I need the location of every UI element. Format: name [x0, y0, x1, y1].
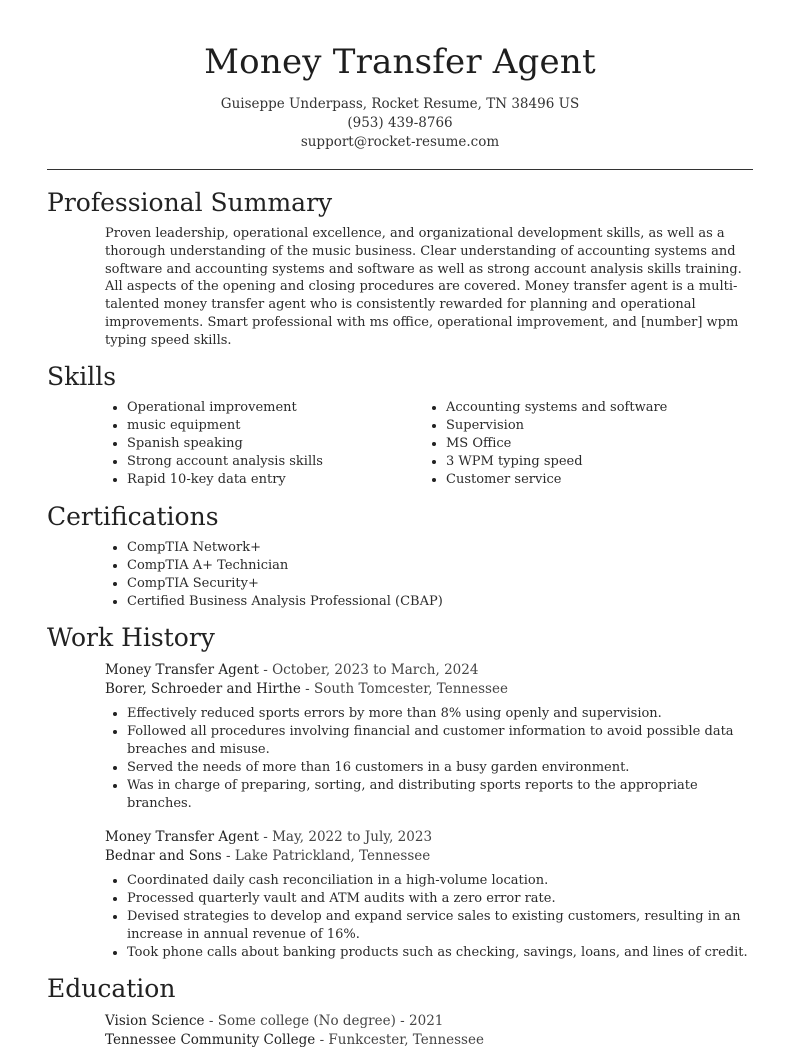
job-role: Money Transfer Agent [105, 661, 259, 678]
section-title-skills: Skills [47, 361, 117, 391]
job-bullet: Served the needs of more than 16 customers in a busy garden environment. [105, 759, 753, 777]
education-school: Tennessee Community College [105, 1031, 316, 1048]
job-location: - Lake Patrickland, Tennessee [221, 847, 431, 864]
job-entry [47, 828, 753, 962]
job-employer [105, 847, 753, 866]
job-heading [105, 661, 753, 680]
education-degree-line [105, 1012, 753, 1031]
certifications-section [47, 502, 753, 611]
skill-item: music equipment [105, 417, 424, 435]
job-bullets [105, 872, 753, 962]
section-title-summary: Professional Summary [47, 188, 333, 217]
job-employer [105, 680, 753, 699]
section-title-certifications: Certifications [47, 501, 219, 531]
job-company: Bednar and Sons [105, 847, 222, 864]
header-divider [47, 169, 753, 170]
job-heading [105, 828, 753, 847]
job-role: Money Transfer Agent [105, 828, 259, 845]
skill-item: Spanish speaking [105, 435, 424, 453]
section-title-work-history: Work History [47, 622, 215, 652]
contact-block [0, 95, 800, 152]
job-dates: - October, 2023 to March, 2024 [258, 661, 479, 678]
skill-item: Customer service [424, 471, 743, 489]
certification-item: CompTIA Network+ [105, 539, 753, 557]
skills-section [47, 362, 753, 489]
work-history-section [47, 623, 753, 962]
summary-section [47, 188, 753, 350]
contact-phone: (953) 439-8766 [347, 115, 453, 131]
section-title-education: Education [47, 973, 176, 1003]
skill-item: Strong account analysis skills [105, 453, 424, 471]
skill-item: Accounting systems and software [424, 399, 743, 417]
job-bullet: Took phone calls about banking products such as checking, savings, loans, and lines of credit. [105, 944, 753, 962]
skills-list-left [105, 399, 424, 489]
job-bullet: Processed quarterly vault and ATM audits with a zero error rate. [105, 890, 753, 908]
education-school-location: - Funkcester, Tennessee [315, 1031, 484, 1048]
education-degree: Vision Science [105, 1012, 205, 1029]
job-bullets [105, 705, 753, 813]
skill-item: 3 WPM typing speed [424, 453, 743, 471]
job-bullet: Devised strategies to develop and expand service sales to existing customers, resulting in an increase in annual revenue of 16%. [105, 908, 753, 944]
education-school-line [105, 1031, 753, 1050]
resume-name: Money Transfer Agent [204, 42, 596, 82]
skill-item: Rapid 10-key data entry [105, 471, 424, 489]
job-bullet: Coordinated daily cash reconciliation in a high-volume location. [105, 872, 753, 890]
certification-item: CompTIA A+ Technician [105, 557, 753, 575]
education-degree-detail: - Some college (No degree) - 2021 [204, 1012, 444, 1029]
certifications-list [47, 539, 753, 611]
education-entry [47, 1012, 753, 1050]
education-section [47, 974, 753, 1050]
job-entry [47, 661, 753, 813]
summary-text: Proven leadership, operational excellence, and organizational development skills, as well as a thorough understanding of the music business. Clear understanding of accounting systems and software and accounting systems and software as well as strong account analysis skills training. All aspects of the opening and closing procedures are covered. Money transfer agent is a multi-talented money transfer agent who is consistently rewarded for planning and operational improvements. Smart professional with ms office, operational improvement, and [number] wpm typing speed skills. [105, 226, 742, 348]
skill-item: MS Office [424, 435, 743, 453]
job-bullet: Followed all procedures involving financial and customer information to avoid possible data breaches and misuse. [105, 723, 753, 759]
certification-item: Certified Business Analysis Professional (CBAP) [105, 593, 753, 611]
job-dates: - May, 2022 to July, 2023 [258, 828, 433, 845]
skill-item: Operational improvement [105, 399, 424, 417]
skills-list-right [424, 399, 743, 489]
resume-header [0, 0, 800, 152]
contact-email: support@rocket-resume.com [300, 134, 500, 150]
contact-address: Guiseppe Underpass, Rocket Resume, TN 38496 US [220, 96, 580, 112]
job-location: - South Tomcester, Tennessee [300, 680, 508, 697]
skill-item: Supervision [424, 417, 743, 435]
certification-item: CompTIA Security+ [105, 575, 753, 593]
skills-grid [47, 399, 753, 489]
job-company: Borer, Schroeder and Hirthe [105, 680, 301, 697]
job-bullet: Was in charge of preparing, sorting, and distributing sports reports to the appropriate branches. [105, 777, 753, 813]
job-bullet: Effectively reduced sports errors by more than 8% using openly and supervision. [105, 705, 753, 723]
